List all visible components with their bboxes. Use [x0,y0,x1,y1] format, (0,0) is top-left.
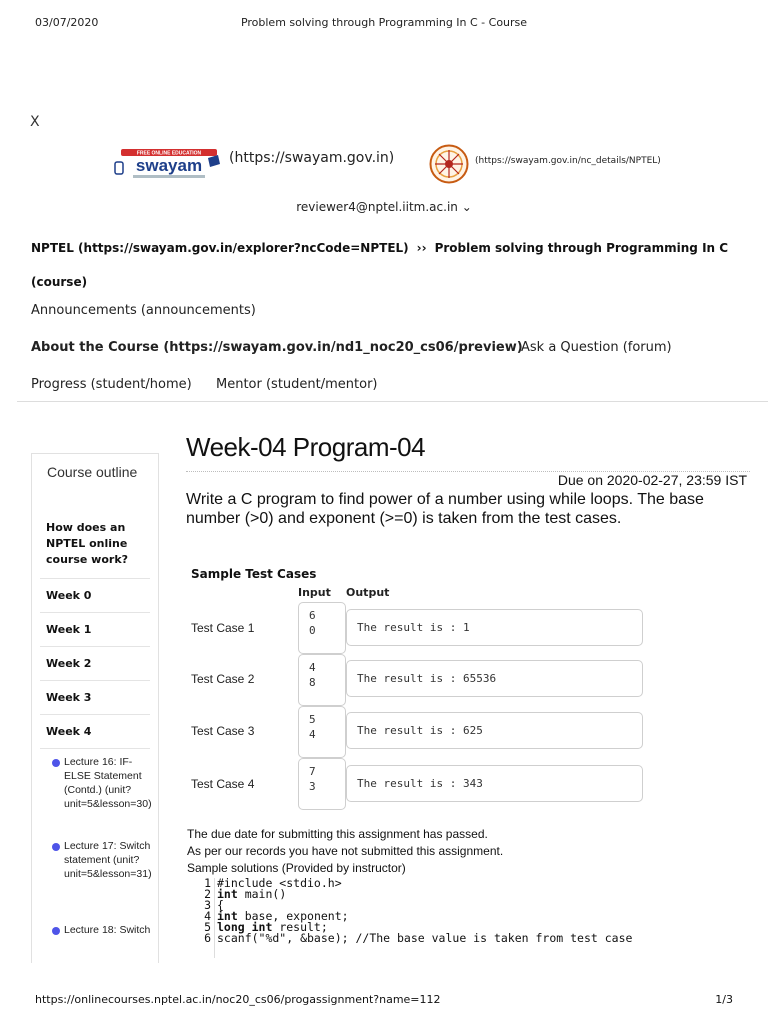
lecture-label: Lecture 17: Switch statement (unit?unit=5&lesson=31) [64,840,152,880]
input-value: 8 [309,676,316,689]
divider [17,401,768,402]
code-text: base, exponent; [237,909,349,923]
lecture-item[interactable] [32,755,158,839]
code-keyword: long int [217,920,273,934]
input-value: 4 [309,661,316,674]
sidebar-item-week-4[interactable]: Week 4 [46,725,92,738]
swayam-tagline: FREE ONLINE EDUCATION [136,150,202,157]
input-value: 5 [309,713,316,726]
swayam-wordmark: swayam [135,156,203,175]
logo-row [113,144,673,184]
chevron-down-icon: ⌄ [461,200,472,214]
print-date: 03/07/2020 [35,16,99,29]
test-case-label: Test Case 1 [191,621,255,635]
user-menu[interactable] [0,200,768,214]
sidebar-item-week-0[interactable]: Week 0 [46,589,92,602]
code-line [199,933,759,944]
line-number: 5 [204,920,211,934]
test-cases-heading: Sample Test Cases [191,567,317,581]
code-text: { [217,898,224,912]
code-listing [199,878,759,944]
due-passed-notice: The due date for submitting this assignment has passed. [187,827,488,841]
swayam-link[interactable]: (https://swayam.gov.in) [229,150,395,166]
code-keyword: int [217,887,238,901]
breadcrumb-root[interactable]: NPTEL (https://swayam.gov.in/explorer?ncCode=NPTEL) [31,241,409,255]
assignment-title: Week-04 Program-04 [186,432,426,462]
test-case-label: Test Case 2 [191,672,255,686]
code-text: scanf("%d", &base); //The base value is taken from test case [217,931,633,945]
page-number: 1/3 [715,993,733,1006]
sidebar-item-week-3[interactable]: Week 3 [46,691,92,704]
code-text: result; [272,920,328,934]
lecture-item[interactable] [32,839,158,923]
print-header [0,16,768,30]
bullet-dot-icon [52,843,60,851]
code-text: main() [237,887,287,901]
bullet-dot-icon [52,759,60,767]
code-text: #include <stdio.h> [217,876,342,890]
test-case-output: The result is : 625 [346,712,643,749]
output-column-header: Output [346,586,390,599]
test-case-label: Test Case 3 [191,724,255,738]
bullet-dot-icon [52,927,60,935]
test-case-input [298,758,346,810]
input-value: 3 [309,780,316,793]
line-number: 6 [204,931,211,945]
line-number: 1 [204,876,211,890]
swayam-logo[interactable] [113,144,226,182]
divider [40,748,150,749]
course-outline-title: Course outline [47,464,138,480]
test-case-output: The result is : 1 [346,609,643,646]
test-case-input [298,602,346,654]
sidebar-item-week-1[interactable]: Week 1 [46,623,92,636]
input-value: 4 [309,728,316,741]
nav-about-course[interactable]: About the Course (https://swayam.gov.in/nd1_noc20_cs06/preview) [31,340,523,355]
input-value: 6 [309,609,316,622]
close-button[interactable]: X [30,114,40,130]
test-case-input [298,654,346,706]
due-date: Due on 2020-02-27, 23:59 IST [557,472,747,488]
input-value: 7 [309,765,316,778]
lecture-item[interactable] [32,923,158,937]
code-line [199,889,759,900]
test-case-output: The result is : 65536 [346,660,643,697]
sidebar-item-how-it-works[interactable]: How does an NPTEL online course work? [46,521,129,566]
question-text: Write a C program to find power of a number using while loops. The base number (>0) and exponent (>=0) is taken from the test cases. [186,491,704,527]
nav-ask-question[interactable]: Ask a Question (forum) [521,340,672,355]
test-case-input [298,706,346,758]
test-case-label: Test Case 4 [191,777,255,791]
breadcrumb-separator: ›› [416,241,427,255]
breadcrumb [31,231,731,299]
lecture-label: Lecture 16: IF-ELSE Statement (Contd.) (unit?unit=5&lesson=30) [64,756,152,810]
not-submitted-notice: As per our records you have not submitted this assignment. [187,844,504,858]
input-column-header: Input [298,586,331,599]
nav-progress[interactable]: Progress (student/home) [31,377,192,392]
nav-mentor[interactable]: Mentor (student/mentor) [216,377,378,392]
line-number: 4 [204,909,211,923]
sample-solutions-label: Sample solutions (Provided by instructor) [187,861,406,875]
print-url: https://onlinecourses.nptel.ac.in/noc20_cs06/progassignment?name=112 [35,993,441,1006]
line-number: 3 [204,898,211,912]
print-title: Problem solving through Programming In C - Course [240,16,528,29]
user-email: reviewer4@nptel.iitm.ac.in [296,200,458,214]
sidebar-item-week-2[interactable]: Week 2 [46,657,92,670]
nptel-link[interactable]: (https://swayam.gov.in/nc_details/NPTEL) [475,156,661,166]
line-number: 2 [204,887,211,901]
course-outline-sidebar [31,453,159,963]
lecture-label: Lecture 18: Switch [64,924,151,936]
nptel-logo[interactable] [429,144,469,184]
nav-announcements[interactable]: Announcements (announcements) [31,303,256,318]
input-value: 0 [309,624,316,637]
code-keyword: int [217,909,238,923]
test-case-output: The result is : 343 [346,765,643,802]
breadcrumb-current[interactable]: Problem solving through Programming In C (course) [31,241,729,289]
